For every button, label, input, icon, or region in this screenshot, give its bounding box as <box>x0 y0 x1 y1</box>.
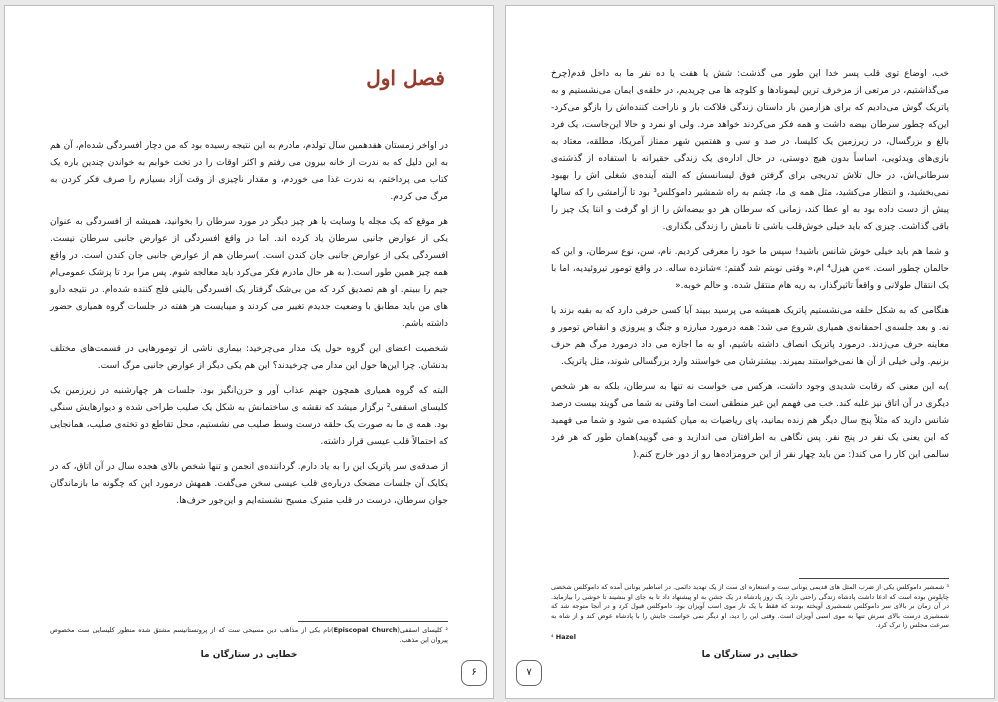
paragraph: شخصیت اعضای این گروه حول یک مدار می‌چرخید: بیماری ناشی از تومورهایی در قسمت‌های مختلف بدنشان. چرا این‌ها حول این مدار می چرخیدند؟ این هم یکی دیگر از عوارض جانبی مرگ است. <box>50 344 448 371</box>
paragraph: هر موقع که یک مجله یا وسایت یا هر چیز دیگر در مورد سرطان را بخوانید، همیشه از افسردگی به عنوان یکی از عوارض جانبی سرطان یاد کرده اند. اما در واقع افسردگی از عوارض جانبی سرطان نیست. افسردگی یکی از عوارض جانبی جان کندن است. )سرطان هم از عوارض جانبی جان کندن است. در واقع همه چیز همین طور است.( به هر حال مادرم فکر می‌کرد باید معالجه شوم. پس مرا برد تا پزشک عمومی‌ام جیم را ببینم. او هم تصدیق کرد که من بی‌شک گرفتار یک افسردگی بالینی فلج کننده شده‌ام. در نتیجه دارو های من باید مطابق با وضعیت جدیدم تغییر می کردند و میبایست هر هفته در جلسات گروه همیاری حضور داشته باشم. <box>50 217 448 329</box>
chapter-title: فصل اول <box>366 66 445 90</box>
paragraph: و شما هم باید خیلی خوش شانس باشید! سپس ما خود را معرفی کردیم. نام، سن، نوع سرطان، و این که حالمان چطور است. »من هیزل⁴ ام،« وقتی نوبتم شد گفتم: »شانزده ساله. در واقع تومور تیروئیدیه، اما با یک انتقال طولانی و واقعاً تاثیرگذار، به ریه هام منتقل شده. و حالم خوبه.« <box>551 247 949 291</box>
paragraph: البته که گروه همیاری همچون جهنم عذاب آور و حزن‌انگیز بود. جلسات هر چهارشنبه در زیرزمین یک کلیسای اسقفی² برگزار میشد که نقشه ی ساختمانش به شکل یک صلیب طراحی شده و دیوارهایش سنگی بود. همه ی ما به صورت یک حلقه درست وسط صلیب می نشستیم، محل تقاطع دو تخته‌ی صلیب، همانجایی که احتمالاً قلب عیسی قرار داشته. <box>50 386 448 447</box>
left-footnotes <box>50 626 448 647</box>
page-number: ۶ <box>461 660 487 686</box>
footnote <box>551 633 949 643</box>
footnote-number: ² <box>445 626 448 634</box>
footnote-latin-term: Hazel <box>555 632 576 641</box>
right-page <box>505 5 995 699</box>
paragraph: در اواخر زمستان هفدهمین سال تولدم، مادرم به این نتیجه رسیده بود که من دچار افسردگی شده‌ام، آن هم به این دلیل که به ندرت از خانه بیرون می رفتم و اکثر اوقات را در تخت خوابم به خواندن چندین باره یک کتاب می پرداختم، به ندرت غذا می خوردم، و مقدار ناچیزی از وقت آزاد بسیارم را صرف فکر کردن به مرگ می کردم. <box>50 141 448 202</box>
footnote-latin-term: Episcopal Church <box>333 626 398 634</box>
footnote-divider <box>799 578 949 579</box>
page-number: ۷ <box>516 660 542 686</box>
footnote-divider <box>298 621 448 622</box>
left-page <box>4 5 494 699</box>
footnote-number: ⁴ <box>551 632 554 641</box>
footnote <box>50 626 448 645</box>
footer-book-title: خطایی در ستارگان ما <box>200 650 298 660</box>
right-footnotes <box>551 583 949 644</box>
footer-book-title: خطایی در ستارگان ما <box>701 650 799 660</box>
right-page-body <box>551 66 949 472</box>
paragraph: هنگامی که به شکل حلقه می‌نشستیم پاتریک همیشه می پرسید ببیند آیا کسی حرفی دارد که به بقیه بزند یا نه. و بعد جلسه‌ی احمقانه‌ی همیاری شروع می شد: همه درمورد مبارزه و جنگ و پیروزی و انقباض تومور و معاینه حرف می‌زدند. درمورد پاتریک انصاف داشته باشیم، او به ما اجازه می داد درمورد مرگ هم حرف بزنیم. ولی خیلی از آن ها نمی‌خواستند بمیرند. بیشترشان می خواستند وارد بزرگسالی شوند، مثل پاتریک. <box>551 306 949 367</box>
footnote-text: کلیسای اسقفی( <box>397 626 443 634</box>
left-page-body <box>50 138 448 518</box>
paragraph: )به این معنی که رقابت شدیدی وجود داشت، هرکس می خواست نه تنها به سرطان، بلکه به هر شخص دیگری در آن اتاق نیز غلبه کند. خب می فهمم این غیر منطقی است اما وقتی به شما می گویند بیست درصد شانس دارید که مثلاً پنج سال دیگر هم زنده بمانید، پای ریاضیات به میان کشیده می شود و شما می فهمید که این یعنی یک نفر در پنج نفر. پس نگاهی به اطرافتان می اندازید و می گویید)همان طور که هر فرد سالمی این کار را می کند(: من باید چهار نفر از این حرومزاده‌ها رو از دور خارج کنم.( <box>551 382 949 460</box>
paragraph: از صدقه‌ی سر پاتریک این را به یاد دارم. گرداننده‌ی انجمن و تنها شخص بالای هجده سال در آن اتاق، که در یکایک آن جلسات مضحک درباره‌ی قلب عیسی سخن می‌گفت. همهش درمورد این که چگونه ما بازماندگان جوان سرطان، درست در قلب متبرک مسیح نشسته‌ایم و این‌جور حرف‌ها. <box>50 462 448 506</box>
paragraph: خب، اوضاع توی قلب پسر خدا این طور می گذشت: شش یا هفت یا ده نفر ما به داخل قدم(چرخ می‌گذاشتیم، در مرتعی از مزخرف ترین لیمونادها و کلوچه ها می چریدیم، در حلقه‌ی ایمان می‌نشستیم و به پاتریک گوش می‌دادیم که برای هزارمین بار داستان زندگی فلاکت بار و ناراحت کننده‌اش را بازگو می‌کرد- این‌که چطور سرطان بیضه داشت و همه فکر می‌کردند خواهد مرد. ولی او نمرد و حالا این‌جاست، یک فرد بالغ و بزرگسال، در زیرزمین یک کلیسا، در صد و سی و هفتمین شهر ممتاز آمریکا، مطلقه، معتاد به بازی‌های ویدئویی، اساساً بدون هیچ دوستی، در حال اداره‌ی یک زندگی حقیرانه با استفاده از گذشته‌ی سرطانی‌اش، در حال تلاش تدریجی برای گرفتن فوق لیسانسش که البته آینده‌ی شغلی اش را بهبود نمی‌بخشید، و انتظار می‌کشید، مثل همه ی ما، چشم به راه شمشیر داموکلس³ بود تا آرامشی را که سالها پیش از دست داده بود به او عطا کند، زمانی که سرطان هر دو بیضه‌اش را از او گرفت و انتا یک چیز را باقی گذاشت. چیزی که باید خیلی خوش‌قلب باشی تا نامش را زندگی بگذاری. <box>551 69 949 232</box>
footnote: ³ شمشیر داموکلس یکی از ضرب المثل های قدیمی یونانی ست و استعاره ای ست از یک تهدید دائمی. در اساطیر یونانی آمده که داموکلس شخصی چاپلوس بوده است که ادعا داشت پادشاه زندگی راحتی دارد. یک روز پادشاه در یک جشن به او پیشنهاد داد تا به جای او بنشیند تا خوشی را بیازماید. در آن زمان بر بالای سر داموکلس شمشیری آویخته بودند که فقط با یک تار موی اسب آویزان بود. داموکلس قبول کرد و در آنجا متوجه شد که شمشیری درست بالای سرش تنها به موی اسبی آویزان است. وقتی این را دید، او دیگر نمی خواست جایش را با پادشاه عوض کند و از شاه به سرعت مجلس را ترک کرد. <box>551 583 949 629</box>
footnote-rest: )نام یکی از مذاهب دین مسیحی ست که از پروتستانیسم مشتق شده منظور کلیسایی ست مخصوص پیروان این مذهب. <box>50 626 448 644</box>
